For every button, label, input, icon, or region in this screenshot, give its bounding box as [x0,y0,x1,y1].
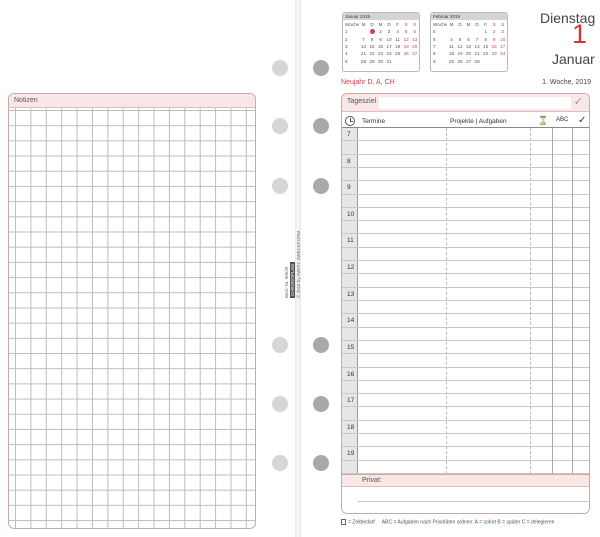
day-cell[interactable]: 12 [457,44,463,50]
legend-abc: ABC = Aufgaben nach Prioritäten ordnen: A = sofort B = später C = delegieren [381,519,555,526]
daily-goal-label: Tagesziel [347,98,377,105]
binder-hole [313,60,329,76]
mini-head-cell: S [492,22,496,28]
day-cell[interactable]: 27 [412,51,418,57]
mini-head-cell: Woche [345,22,360,28]
hour-label: 18 [347,423,355,431]
column-divider [530,128,531,474]
day-cell[interactable]: 5 [404,29,408,35]
today-marker-icon [370,29,375,34]
imprint-line-2: CHRONOPLAN [290,264,295,296]
private-section [342,474,589,514]
hour-label: 17 [347,397,355,405]
day-cell[interactable]: 23 [377,51,384,57]
week-number: 5 [345,58,348,64]
day-cell[interactable]: 20 [465,51,472,57]
day-cell[interactable]: 16 [377,44,384,50]
day-cell[interactable]: 13 [465,44,472,50]
daily-goal-field[interactable] [379,97,571,109]
day-planner [341,93,590,514]
week-number: 3 [345,44,348,50]
checkmark-icon[interactable]: ✓ [573,96,583,108]
legend-time: = Zeitbedarf [348,519,375,526]
hour-label: 15 [347,343,355,351]
week-number: 1 [345,29,348,35]
private-line[interactable] [358,501,589,502]
hour-label: 13 [347,290,355,298]
day-cell[interactable]: 17 [386,44,392,50]
day-cell[interactable]: 26 [403,51,409,57]
hour-label: 7 [347,131,351,138]
day-cell[interactable]: 21 [360,51,367,57]
day-cell[interactable]: 19 [403,44,409,50]
week-number: 5 [433,29,436,35]
hour-label: 19 [347,450,355,458]
column-divider [552,128,553,474]
mini-head-cell: S [404,22,408,28]
month-name: Januar [552,51,595,67]
mini-head-cell: M [361,22,366,28]
notes-title: Notizen [9,94,255,108]
day-cell[interactable]: 14 [360,44,367,50]
week-number: 6 [433,36,436,42]
day-cell[interactable]: 18 [448,51,455,57]
hour-label: 8 [347,157,351,165]
day-cell[interactable] [490,57,499,64]
day-cell[interactable] [464,28,473,35]
hour-label: 10 [347,210,355,218]
binder-hole [272,337,288,353]
binder-hole [313,178,329,194]
day-cell[interactable] [447,28,456,35]
day-cell[interactable]: 19 [457,51,463,57]
mini-head-cell: D [475,22,479,28]
week-number: 2 [345,36,348,42]
mini-head-cell: M [378,22,383,28]
day-cell[interactable] [498,57,507,64]
day-cell[interactable]: 12 [403,36,409,42]
hour-label: 11 [347,237,354,245]
day-cell[interactable]: 7 [475,36,479,42]
binder-hole [272,455,288,471]
day-cell[interactable]: 17 [500,44,506,50]
week-number: 8 [433,51,436,57]
day-cell[interactable]: 22 [483,51,489,57]
day-cell[interactable]: 16 [491,44,497,50]
day-cell[interactable]: 15 [369,44,375,50]
holiday-label: Neujahr D, A, CH [341,79,395,86]
day-cell[interactable]: 10 [386,36,392,42]
binder-hole [272,60,288,76]
mini-head-cell: Woche [433,22,448,28]
notes-section [8,93,256,529]
appointments-header: Termine [362,118,386,125]
day-cell[interactable]: 8 [484,36,487,42]
day-cell[interactable]: 9 [379,36,382,42]
imprint [284,198,304,318]
binder-hole [272,178,288,194]
day-cell[interactable]: 6 [467,36,470,42]
day-cell[interactable]: 21 [474,51,480,57]
day-cell[interactable]: 11 [449,44,454,50]
mini-calendar-table [431,21,507,65]
hourglass-icon: ⌛ [538,116,548,125]
hour-label: 12 [347,264,355,272]
day-name: Dienstag [540,10,596,26]
clock-icon [345,116,355,126]
mini-calendar-table [343,21,419,65]
mini-head-cell: D [458,22,462,28]
day-cell[interactable]: 1 [484,29,487,35]
day-cell[interactable]: 13 [412,36,418,42]
mini-head-cell: M [466,22,471,28]
day-cell[interactable]: 3 [387,29,391,35]
mini-calendar-title: Januar 2019 [343,13,419,20]
week-number: 7 [433,44,436,50]
hour-label: 16 [347,370,355,378]
day-cell[interactable]: 5 [458,36,462,42]
binder-hole [313,455,329,471]
day-number: 1 [571,19,587,49]
day-cell[interactable]: 25 [395,51,401,57]
day-cell[interactable]: 15 [483,44,489,50]
mini-calendar-january [342,12,420,72]
hour-label: 14 [347,317,355,325]
day-cell[interactable]: 9 [492,36,496,42]
day-cell[interactable]: 20 [412,44,418,50]
private-label: Privat: [342,475,589,487]
day-cell[interactable]: 25 [448,58,455,64]
day-cell[interactable]: 6 [413,29,416,35]
day-cell[interactable]: 8 [370,36,374,42]
notes-grid[interactable] [9,108,255,528]
day-cell[interactable]: 7 [362,36,365,42]
projects-header: Projekte | Aufgaben [450,118,507,125]
day-cell[interactable] [402,57,411,64]
left-page [0,0,296,537]
day-cell[interactable]: 26 [457,58,463,64]
day-cell[interactable]: 28 [474,58,480,64]
legend [341,519,554,525]
binder-hole [272,396,288,412]
day-cell[interactable]: 22 [369,51,375,57]
day-cell[interactable]: 3 [501,29,504,35]
mini-calendar-february [430,12,508,72]
mini-head-cell: M [449,22,454,28]
column-header [342,115,589,128]
mini-head-cell: S [501,22,505,28]
day-cell[interactable]: 31 [386,58,392,64]
day-cell[interactable]: 24 [500,51,506,57]
imprint-line-1: Best.-Nr. 60539 [284,266,289,298]
day-cell[interactable] [393,57,402,64]
day-cell[interactable]: 27 [465,58,472,64]
binder-hole [313,337,329,353]
mini-head-cell: D [387,22,391,28]
day-cell[interactable]: 18 [395,44,401,50]
day-cell[interactable] [456,28,465,35]
day-cell[interactable]: 2 [379,29,382,35]
daily-goal [342,94,589,112]
day-cell[interactable]: 2 [492,29,496,35]
mini-head-cell: D [370,22,374,28]
day-cell[interactable]: 29 [369,58,375,64]
week-number: 9 [433,58,436,64]
week-number: 4 [345,51,348,57]
day-cell[interactable]: 10 [500,36,506,42]
day-cell[interactable]: 28 [360,58,367,64]
day-cell[interactable]: 4 [396,29,399,35]
day-cell[interactable]: 30 [377,58,384,64]
mini-head-cell: F [396,22,400,28]
day-cell[interactable] [359,28,368,35]
day-cell[interactable]: 14 [474,44,480,50]
hourglass-icon [341,519,346,525]
column-divider [572,128,573,474]
binder-hole [313,118,329,134]
hour-label: 9 [347,184,351,192]
day-cell[interactable]: 4 [450,36,453,42]
day-cell[interactable]: 24 [386,51,392,57]
column-divider [446,128,447,474]
mini-head-cell: F [484,22,488,28]
mini-head-cell: S [413,22,417,28]
day-cell[interactable] [481,57,490,64]
binder-hole [313,396,329,412]
day-cell[interactable]: 23 [491,51,497,57]
imprint-line-3: © 2018 by AVERY ZWECKFORM [296,230,301,298]
day-cell[interactable] [473,28,482,35]
binder-hole [272,118,288,134]
day-cell-today[interactable] [368,28,377,35]
mini-calendar-title: Februar 2019 [431,13,507,20]
abc-priority-header: ABC [556,117,569,123]
done-header-icon: ✓ [578,115,587,126]
week-info: 1. Woche, 2019 [542,79,591,86]
day-cell[interactable]: 11 [395,36,400,42]
day-cell[interactable] [410,57,419,64]
